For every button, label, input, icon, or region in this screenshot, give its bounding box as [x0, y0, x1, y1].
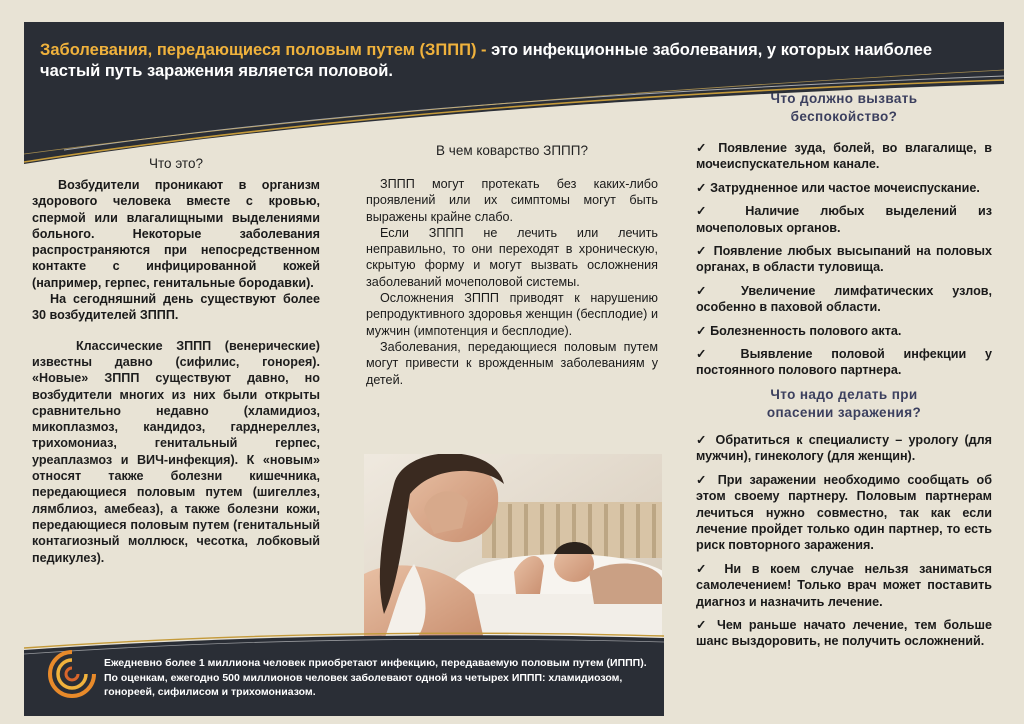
page-title	[40, 40, 990, 82]
col1-paragraph-2: На сегодняшний день существуют более 30 возбудителей ЗППП.	[32, 292, 320, 323]
check-icon: ✓	[696, 561, 714, 576]
list-item	[696, 561, 992, 610]
list-item-text: Болезненность полового акта.	[710, 323, 902, 338]
footer-line-1: Ежедневно более 1 миллиона человек приобретают инфекцию, передаваемую половым путем (ИППП).	[104, 657, 647, 669]
list-item	[696, 323, 992, 339]
footer-statistics	[104, 656, 664, 700]
heading-concerns: Что должно вызвать беспокойство?	[770, 91, 918, 124]
list-item	[696, 472, 992, 554]
check-icon: ✓	[696, 204, 725, 219]
list-item-text: Затрудненное или частое мочеиспускание.	[710, 180, 980, 195]
list-item	[696, 346, 992, 379]
heading-what-to-do: Что надо делать при опасении заражения?	[766, 386, 922, 420]
column-what-is-it	[32, 156, 320, 566]
list-item-text: Чем раньше начато лечение, тем больше шанс выздоровить, не получить осложнений.	[696, 617, 992, 649]
list-item-text: Выявление половой инфекции у постоянного полового партнера.	[696, 347, 992, 378]
list-item-text: Появление любых высыпаний на половых органах, в области туловища.	[696, 244, 992, 275]
list-item-text: Ни в коем случае нельзя заниматься самолечением! Только врач может поставить диагноз и назначить лечение.	[696, 561, 993, 609]
heading-what-is-it: Что это?	[149, 156, 203, 171]
column-symptoms-actions	[696, 90, 992, 657]
list-item-text: Увеличение лимфатических узлов, особенно в паховой области.	[696, 283, 992, 315]
title-dash: -	[476, 41, 492, 59]
col2-paragraph-1: ЗППП могут протекать без каких-либо проявлений или их симптомы могут быть выражены крайне слабо.	[366, 177, 658, 224]
check-icon: ✓	[696, 347, 722, 362]
swirl-logo-icon	[46, 648, 98, 700]
title-highlight: Заболевания, передающиеся половым путем (ЗППП)	[40, 41, 477, 59]
list-item-text: Обратиться к специалисту – урологу (для мужчин), гинекологу (для женщин).	[696, 432, 992, 464]
actions-list	[696, 432, 992, 650]
list-item	[696, 203, 992, 236]
check-icon: ✓	[696, 323, 707, 338]
concerns-list	[696, 140, 992, 379]
list-item	[696, 283, 992, 316]
check-icon: ✓	[696, 283, 723, 298]
check-icon: ✓	[696, 244, 709, 259]
check-icon: ✓	[696, 180, 707, 195]
col1-paragraph-3: Классические ЗППП (венерические) известны давно (сифилис, гонорея). «Новые» ЗППП существуют давно, но возбудители многих из них были открыты сравнительно недавно (хламидиоз, микоплазмоз, кандидоз, гарднереллез, трихомониаз, генитальный герпес, уреаплазмоз и ВИЧ-инфекция). К «новым» относят также болезни кишечника, передающиеся половым путем (шигеллез, лямблиоз, амебеаз), а также болезни кожи, передающиеся половым путем (генитальный контагиозный моллюск, чесотка, лобковый педикулез).	[32, 338, 320, 565]
title-rest: это инфекционные заболевания, у которых наиболее частый путь заражения является половой.	[40, 41, 933, 80]
list-item-text: Наличие любых выделений из мочеполовых органов.	[696, 204, 993, 235]
list-item	[696, 180, 992, 196]
col1-paragraph-1: Возбудители проникают в организм здорового человека вместе с кровью, спермой или влагалищными выделениями больного. Некоторые заболевания распространяются при непосредственном контакте с инфицированной кожей (например, герпес, генитальные бородавки).	[32, 178, 320, 290]
list-item	[696, 243, 992, 276]
heading-insidiousness: В чем коварство ЗППП?	[436, 143, 588, 158]
check-icon: ✓	[696, 432, 710, 447]
check-icon: ✓	[696, 617, 711, 632]
list-item	[696, 140, 992, 173]
list-item-text: Появление зуда, болей, во влагалище, в мочеиспускательном канале.	[696, 141, 992, 172]
list-item-text: При заражении необходимо сообщать об этом своему партнеру. Половым партнерам лечиться нужно совместно, так как если лечение пройдет только один партнер, то есть риск повторного заражения.	[696, 472, 992, 553]
list-item	[696, 432, 992, 465]
couple-photo	[364, 454, 662, 640]
footer-line-2: По оценкам, ежегодно 500 миллионов человек заболевают одной из четырех ИППП: хламидиозом, гонореей, сифилисом и трихомониазом.	[104, 671, 623, 698]
col2-paragraph-3: Осложнения ЗППП приводят к нарушению репродуктивного здоровья женщин (бесплодие) и мужчин (импотенция и бесплодие).	[366, 291, 658, 338]
col2-paragraph-4: Заболевания, передающиеся половым путем могут привести к врожденным заболеваниям у детей.	[366, 339, 658, 387]
check-icon: ✓	[696, 472, 711, 487]
check-icon: ✓	[696, 141, 711, 155]
column-insidiousness	[366, 143, 658, 388]
col2-paragraph-2: Если ЗППП не лечить или лечить неправильно, то они переходят в хроническую, скрытую форму и могут вызвать осложнения заболеваний мочеполовой системы.	[366, 225, 658, 289]
